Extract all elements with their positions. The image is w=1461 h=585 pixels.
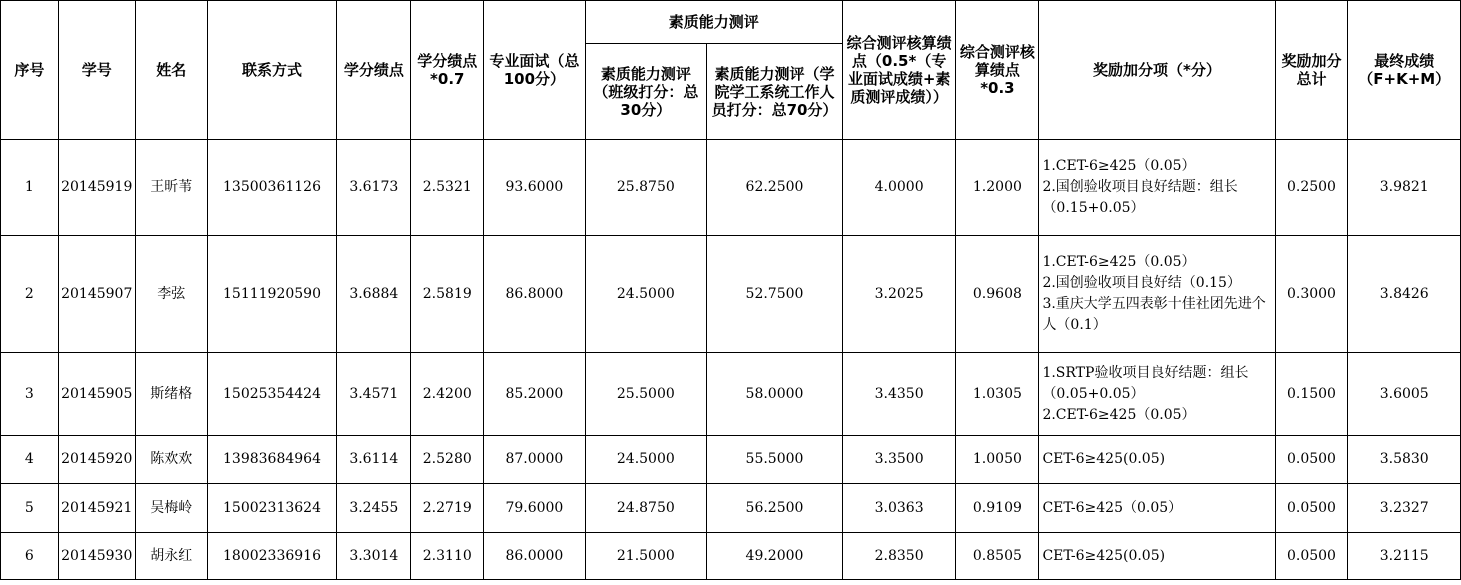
cell-gpa: 3.6173 bbox=[337, 140, 411, 236]
cell-student-id: 20145920 bbox=[58, 436, 135, 484]
cell-composite-weighted: 1.0050 bbox=[956, 436, 1039, 484]
cell-student-id: 20145919 bbox=[58, 140, 135, 236]
cell-contact: 15025354424 bbox=[207, 353, 337, 436]
cell-student-id: 20145921 bbox=[58, 484, 135, 533]
header-interview: 专业面试（总100分） bbox=[484, 1, 585, 140]
cell-bonus-total: 0.0500 bbox=[1275, 533, 1348, 580]
bonus-item: 2.国创验收项目良好结题：组长（0.15+0.05） bbox=[1042, 179, 1238, 216]
cell-gpa-weighted: 2.2719 bbox=[411, 484, 484, 533]
cell-gpa-weighted: 2.5321 bbox=[411, 140, 484, 236]
cell-student-id: 20145905 bbox=[58, 353, 135, 436]
cell-composite: 3.4350 bbox=[842, 353, 955, 436]
header-composite: 综合测评核算绩点（0.5*（专业面试成绩+素质测评成绩）） bbox=[842, 1, 955, 140]
cell-composite: 2.8350 bbox=[842, 533, 955, 580]
cell-quality-class: 24.5000 bbox=[585, 236, 707, 353]
header-quality-class: 素质能力测评（班级打分：总30分） bbox=[585, 44, 707, 140]
header-quality-group: 素质能力测评 bbox=[585, 1, 842, 44]
cell-gpa-weighted: 2.5819 bbox=[411, 236, 484, 353]
table-row bbox=[1, 436, 1461, 484]
cell-composite-weighted: 1.2000 bbox=[956, 140, 1039, 236]
cell-quality-staff: 52.7500 bbox=[707, 236, 843, 353]
bonus-item: 2.国创验收项目良好结（0.15） bbox=[1042, 275, 1241, 291]
table-row bbox=[1, 533, 1461, 580]
bonus-item: CET-6≥425(0.05) bbox=[1042, 451, 1166, 467]
cell-quality-staff: 49.2000 bbox=[707, 533, 843, 580]
header-name: 姓名 bbox=[135, 1, 207, 140]
cell-bonus-items bbox=[1039, 484, 1275, 533]
cell-contact: 15111920590 bbox=[207, 236, 337, 353]
header-bonus-items: 奖励加分项（*分） bbox=[1039, 1, 1275, 140]
cell-bonus-total: 0.3000 bbox=[1275, 236, 1348, 353]
cell-gpa-weighted: 2.4200 bbox=[411, 353, 484, 436]
cell-bonus-total: 0.2500 bbox=[1275, 140, 1348, 236]
cell-composite-weighted: 1.0305 bbox=[956, 353, 1039, 436]
cell-quality-class: 25.8750 bbox=[585, 140, 707, 236]
cell-gpa: 3.6884 bbox=[337, 236, 411, 353]
cell-bonus-items bbox=[1039, 236, 1275, 353]
header-contact: 联系方式 bbox=[207, 1, 337, 140]
cell-seq: 6 bbox=[1, 533, 59, 580]
bonus-item: 1.SRTP验收项目良好结题：组长（0.05+0.05） bbox=[1042, 364, 1249, 402]
table-row bbox=[1, 236, 1461, 353]
cell-composite: 3.2025 bbox=[842, 236, 955, 353]
cell-interview: 79.6000 bbox=[484, 484, 585, 533]
cell-gpa: 3.6114 bbox=[337, 436, 411, 484]
cell-seq: 1 bbox=[1, 140, 59, 236]
cell-composite: 3.3500 bbox=[842, 436, 955, 484]
cell-composite-weighted: 0.9109 bbox=[956, 484, 1039, 533]
cell-interview: 93.6000 bbox=[484, 140, 585, 236]
cell-contact: 18002336916 bbox=[207, 533, 337, 580]
cell-final: 3.2327 bbox=[1348, 484, 1461, 533]
cell-contact: 13500361126 bbox=[207, 140, 337, 236]
bonus-item: 1.CET-6≥425（0.05） bbox=[1042, 254, 1196, 270]
cell-gpa: 3.2455 bbox=[337, 484, 411, 533]
cell-interview: 85.2000 bbox=[484, 353, 585, 436]
cell-seq: 2 bbox=[1, 236, 59, 353]
cell-gpa: 3.4571 bbox=[337, 353, 411, 436]
header-seq: 序号 bbox=[1, 1, 59, 140]
cell-name: 吴梅岭 bbox=[135, 484, 207, 533]
cell-name: 陈欢欢 bbox=[135, 436, 207, 484]
table-row bbox=[1, 140, 1461, 236]
cell-seq: 3 bbox=[1, 353, 59, 436]
cell-student-id: 20145907 bbox=[58, 236, 135, 353]
cell-bonus-total: 0.0500 bbox=[1275, 436, 1348, 484]
header-gpa-weighted: 学分绩点*0.7 bbox=[411, 1, 484, 140]
cell-bonus-items bbox=[1039, 353, 1275, 436]
cell-quality-staff: 55.5000 bbox=[707, 436, 843, 484]
cell-seq: 5 bbox=[1, 484, 59, 533]
cell-composite: 4.0000 bbox=[842, 140, 955, 236]
cell-interview: 86.8000 bbox=[484, 236, 585, 353]
cell-final: 3.6005 bbox=[1348, 353, 1461, 436]
header-row-top bbox=[1, 1, 1461, 44]
cell-interview: 86.0000 bbox=[484, 533, 585, 580]
cell-bonus-total: 0.0500 bbox=[1275, 484, 1348, 533]
cell-final: 3.9821 bbox=[1348, 140, 1461, 236]
bonus-item: CET-6≥425（0.05） bbox=[1042, 499, 1183, 516]
table-row bbox=[1, 353, 1461, 436]
header-quality-staff: 素质能力测评（学院学工系统工作人员打分：总70分） bbox=[707, 44, 843, 140]
cell-gpa: 3.3014 bbox=[337, 533, 411, 580]
cell-bonus-items bbox=[1039, 533, 1275, 580]
cell-name: 王昕苇 bbox=[135, 140, 207, 236]
cell-bonus-items bbox=[1039, 436, 1275, 484]
cell-quality-staff: 62.2500 bbox=[707, 140, 843, 236]
header-final: 最终成绩（F+K+M） bbox=[1348, 1, 1461, 140]
cell-quality-class: 24.8750 bbox=[585, 484, 707, 533]
header-student-id: 学号 bbox=[58, 1, 135, 140]
bonus-item: 3.重庆大学五四表彰十佳社团先进个人（0.1） bbox=[1042, 296, 1266, 333]
cell-seq: 4 bbox=[1, 436, 59, 484]
cell-student-id: 20145930 bbox=[58, 533, 135, 580]
cell-contact: 13983684964 bbox=[207, 436, 337, 484]
cell-quality-class: 24.5000 bbox=[585, 436, 707, 484]
cell-name: 胡永红 bbox=[135, 533, 207, 580]
bonus-item: CET-6≥425(0.05) bbox=[1042, 547, 1166, 564]
table-row bbox=[1, 484, 1461, 533]
bonus-item: 2.CET-6≥425（0.05） bbox=[1042, 406, 1196, 423]
cell-bonus-total: 0.1500 bbox=[1275, 353, 1348, 436]
cell-name: 李弦 bbox=[135, 236, 207, 353]
header-composite-weighted: 综合测评核算绩点*0.3 bbox=[956, 1, 1039, 140]
cell-final: 3.8426 bbox=[1348, 236, 1461, 353]
cell-interview: 87.0000 bbox=[484, 436, 585, 484]
cell-composite: 3.0363 bbox=[842, 484, 955, 533]
cell-quality-class: 21.5000 bbox=[585, 533, 707, 580]
header-gpa: 学分绩点 bbox=[337, 1, 411, 140]
bonus-item: 1.CET-6≥425（0.05） bbox=[1042, 158, 1196, 174]
cell-quality-staff: 58.0000 bbox=[707, 353, 843, 436]
cell-name: 斯绪格 bbox=[135, 353, 207, 436]
cell-final: 3.5830 bbox=[1348, 436, 1461, 484]
cell-quality-staff: 56.2500 bbox=[707, 484, 843, 533]
table-body bbox=[1, 140, 1461, 580]
cell-quality-class: 25.5000 bbox=[585, 353, 707, 436]
cell-composite-weighted: 0.9608 bbox=[956, 236, 1039, 353]
cell-gpa-weighted: 2.3110 bbox=[411, 533, 484, 580]
cell-composite-weighted: 0.8505 bbox=[956, 533, 1039, 580]
cell-gpa-weighted: 2.5280 bbox=[411, 436, 484, 484]
header-bonus-total: 奖励加分总计 bbox=[1275, 1, 1348, 140]
cell-bonus-items bbox=[1039, 140, 1275, 236]
cell-contact: 15002313624 bbox=[207, 484, 337, 533]
cell-final: 3.2115 bbox=[1348, 533, 1461, 580]
